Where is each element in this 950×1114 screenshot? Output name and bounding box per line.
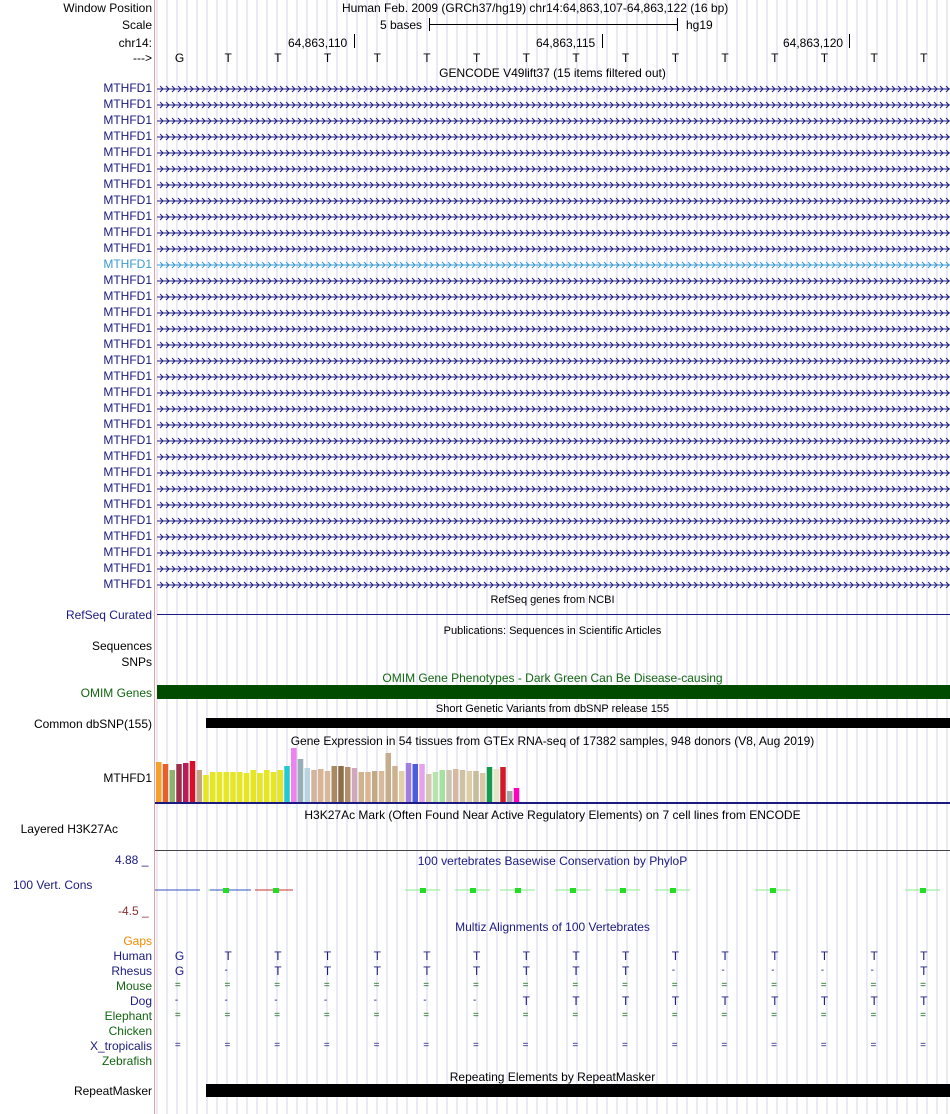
gtex-tissue-bar[interactable] bbox=[264, 770, 270, 802]
base-letter: T bbox=[472, 51, 481, 65]
multiz-base: = bbox=[472, 980, 479, 991]
publications-label-snps[interactable]: SNPs bbox=[121, 655, 152, 669]
multiz-base: = bbox=[622, 1040, 628, 1051]
multiz-base: = bbox=[771, 1040, 777, 1051]
gtex-tissue-bar[interactable] bbox=[446, 770, 452, 802]
base-letter: T bbox=[622, 51, 630, 65]
gencode-gene-line[interactable] bbox=[157, 164, 950, 174]
multiz-base: T bbox=[721, 949, 729, 963]
multiz-base: = bbox=[323, 1010, 330, 1021]
multiz-base: = bbox=[671, 980, 678, 991]
gtex-tissue-bar[interactable] bbox=[176, 764, 182, 802]
multiz-base: = bbox=[622, 980, 628, 991]
multiz-base: = bbox=[522, 1010, 529, 1021]
gencode-gene-label[interactable]: MTHFD1 bbox=[103, 145, 152, 159]
multiz-base: = bbox=[174, 980, 181, 991]
multiz-base: T bbox=[472, 964, 481, 978]
multiz-base: T bbox=[671, 949, 680, 963]
multiz-base: T bbox=[920, 949, 928, 963]
multiz-base: - bbox=[373, 995, 377, 1006]
gencode-gene-line[interactable] bbox=[157, 500, 950, 510]
multiz-base: = bbox=[522, 980, 529, 991]
gtex-tissue-bar[interactable] bbox=[345, 767, 351, 802]
gtex-tissue-bar[interactable] bbox=[406, 763, 412, 802]
phylop-score-mark bbox=[223, 888, 229, 893]
coord-label-3: 64,863,120 bbox=[783, 36, 844, 50]
phylop-score-mark bbox=[920, 888, 926, 893]
gencode-gene-line[interactable] bbox=[157, 548, 950, 558]
gtex-tissue-bar[interactable] bbox=[514, 788, 520, 802]
gencode-gene-label[interactable]: MTHFD1 bbox=[103, 209, 152, 223]
gencode-gene-label[interactable]: MTHFD1 bbox=[103, 449, 152, 463]
gtex-tissue-bar[interactable] bbox=[392, 766, 398, 802]
gtex-tissue-bar[interactable] bbox=[170, 770, 176, 802]
gencode-gene-label[interactable]: MTHFD1 bbox=[103, 81, 152, 95]
base-letter: T bbox=[522, 51, 530, 65]
gtex-tissue-bar[interactable] bbox=[494, 769, 500, 802]
multiz-base: = bbox=[920, 1040, 926, 1051]
multiz-base: = bbox=[820, 1040, 827, 1051]
multiz-species-label[interactable]: X_tropicalis bbox=[89, 1039, 152, 1053]
gtex-track-label[interactable]: MTHFD1 bbox=[103, 771, 152, 785]
gtex-tissue-bar[interactable] bbox=[365, 772, 371, 802]
gtex-baseline bbox=[155, 802, 950, 804]
gencode-gene-line[interactable] bbox=[157, 196, 950, 206]
gtex-tissue-bar[interactable] bbox=[352, 768, 358, 802]
gtex-tissue-bar[interactable] bbox=[291, 748, 297, 802]
scale-bar-right-tick bbox=[677, 18, 678, 31]
chrom-label: chr14: bbox=[118, 36, 152, 50]
phylop-score-mark bbox=[470, 888, 476, 893]
gencode-gene-line[interactable] bbox=[157, 308, 950, 318]
multiz-base: T bbox=[622, 994, 630, 1008]
multiz-base: - bbox=[323, 995, 328, 1006]
gencode-gene-line[interactable] bbox=[157, 580, 950, 590]
gencode-gene-label[interactable]: MTHFD1 bbox=[103, 401, 152, 415]
multiz-base: = bbox=[622, 1010, 628, 1021]
gtex-tissue-bar[interactable] bbox=[163, 764, 169, 802]
gtex-tissue-bar[interactable] bbox=[217, 772, 223, 802]
gtex-tissue-bar[interactable] bbox=[500, 767, 506, 802]
gencode-gene-line[interactable] bbox=[157, 276, 950, 286]
refseq-track-label[interactable]: RefSeq Curated bbox=[65, 608, 152, 622]
gencode-gene-line[interactable] bbox=[157, 260, 950, 270]
gencode-gene-line[interactable] bbox=[157, 212, 950, 222]
multiz-base: = bbox=[870, 1010, 877, 1021]
gtex-tissue-bar[interactable] bbox=[230, 772, 236, 802]
gencode-gene-line[interactable] bbox=[157, 420, 950, 430]
multiz-base: = bbox=[721, 1040, 728, 1051]
coord-label-2: 64,863,115 bbox=[536, 36, 596, 50]
coord-label-1: 64,863,110 bbox=[288, 36, 348, 50]
gencode-gene-line[interactable] bbox=[157, 404, 950, 414]
multiz-base: T bbox=[870, 949, 878, 963]
base-letter: T bbox=[274, 51, 282, 65]
multiz-species-label[interactable]: Dog bbox=[129, 994, 152, 1008]
multiz-base: T bbox=[771, 949, 779, 963]
gtex-tissue-bar[interactable] bbox=[386, 753, 392, 802]
multiz-base: = bbox=[224, 980, 231, 991]
gencode-gene-label[interactable]: MTHFD1 bbox=[103, 97, 152, 111]
strand-label: ---> bbox=[133, 51, 152, 65]
multiz-base: T bbox=[920, 964, 928, 978]
multiz-species-label[interactable]: Elephant bbox=[104, 1009, 152, 1023]
gencode-gene-line[interactable] bbox=[157, 372, 950, 382]
scale-value: 5 bases bbox=[380, 18, 423, 32]
multiz-base: - bbox=[820, 965, 825, 976]
multiz-base: - bbox=[274, 995, 278, 1006]
multiz-base: = bbox=[820, 980, 827, 991]
multiz-species-label[interactable]: Zebrafish bbox=[101, 1054, 152, 1068]
gtex-tissue-bar[interactable] bbox=[284, 766, 290, 802]
gtex-tissue-bar[interactable] bbox=[271, 772, 277, 802]
multiz-base: = bbox=[472, 1010, 479, 1021]
coord-tick-1 bbox=[354, 34, 355, 48]
coord-tick-3 bbox=[849, 34, 850, 48]
multiz-base: - bbox=[472, 995, 477, 1006]
gtex-tissue-bar[interactable] bbox=[244, 773, 250, 802]
dbsnp-variant-bar[interactable] bbox=[206, 718, 950, 728]
multiz-base: = bbox=[820, 1010, 827, 1021]
base-letter: T bbox=[323, 51, 332, 65]
publications-track-title: Publications: Sequences in Scientific Articles bbox=[443, 625, 662, 637]
multiz-base: = bbox=[224, 1010, 231, 1021]
dbsnp-track-label[interactable]: Common dbSNP(155) bbox=[33, 717, 152, 731]
gtex-tissue-bar[interactable] bbox=[278, 770, 284, 802]
multiz-base: = bbox=[572, 1010, 579, 1021]
gencode-gene-line[interactable] bbox=[157, 532, 950, 542]
scale-label: Scale bbox=[121, 18, 152, 32]
multiz-base: = bbox=[671, 1040, 678, 1051]
multiz-base: = bbox=[373, 1040, 380, 1051]
multiz-base: T bbox=[771, 994, 779, 1008]
multiz-base: = bbox=[174, 1040, 181, 1051]
publications-label-sequences[interactable]: Sequences bbox=[91, 639, 152, 653]
multiz-base: T bbox=[622, 964, 630, 978]
gtex-tissue-bar[interactable] bbox=[237, 772, 243, 802]
gencode-gene-label[interactable]: MTHFD1 bbox=[103, 481, 152, 495]
gtex-track-title: Gene Expression in 54 tissues from GTEx RNA-seq of 17382 samples, 948 donors (V8, Aug 2019) bbox=[290, 734, 815, 748]
scale-assembly: hg19 bbox=[686, 18, 713, 32]
gtex-tissue-bar[interactable] bbox=[257, 773, 263, 802]
multiz-base: T bbox=[820, 994, 829, 1008]
h3k27ac-track-label[interactable]: Layered H3K27Ac bbox=[20, 822, 118, 836]
gencode-gene-label[interactable]: MTHFD1 bbox=[103, 113, 152, 127]
base-letter: G bbox=[174, 51, 185, 65]
phylop-score-mark bbox=[420, 888, 426, 893]
multiz-base: = bbox=[224, 1040, 231, 1051]
phylop-signal[interactable] bbox=[155, 880, 950, 902]
gencode-gene-line[interactable] bbox=[157, 292, 950, 302]
scale-bar-left-tick bbox=[429, 18, 430, 31]
gtex-tissue-bar[interactable] bbox=[210, 772, 216, 802]
phylop-score-mark bbox=[273, 888, 279, 893]
base-letter: T bbox=[671, 51, 680, 65]
gencode-gene-line[interactable] bbox=[157, 180, 950, 190]
gtex-tissue-bar[interactable] bbox=[183, 763, 189, 802]
gencode-gene-line[interactable] bbox=[157, 244, 950, 254]
gtex-tissue-bar[interactable] bbox=[190, 761, 196, 802]
gencode-gene-line[interactable] bbox=[157, 356, 950, 366]
gencode-gene-label[interactable]: MTHFD1 bbox=[103, 465, 152, 479]
gtex-tissue-bar[interactable] bbox=[318, 769, 324, 802]
multiz-species-label[interactable]: Rhesus bbox=[111, 964, 152, 978]
multiz-base: G bbox=[174, 949, 185, 963]
h3k27ac-track-title: H3K27Ac Mark (Often Found Near Active Regulatory Elements) on 7 cell lines from ENCODE bbox=[304, 808, 801, 822]
multiz-base: = bbox=[870, 980, 877, 991]
gencode-gene-line[interactable] bbox=[157, 468, 950, 478]
gencode-gene-label[interactable]: MTHFD1 bbox=[103, 561, 152, 575]
base-letter: T bbox=[820, 51, 829, 65]
base-letter: T bbox=[423, 51, 431, 65]
gencode-gene-line[interactable] bbox=[157, 100, 950, 110]
gencode-gene-label[interactable]: MTHFD1 bbox=[103, 545, 152, 559]
gencode-gene-line[interactable] bbox=[157, 516, 950, 526]
gtex-tissue-bar[interactable] bbox=[338, 766, 344, 802]
gtex-tissue-bar[interactable] bbox=[372, 771, 378, 802]
multiz-base: = bbox=[274, 1040, 281, 1051]
multiz-base: - bbox=[870, 965, 874, 976]
multiz-base: = bbox=[323, 1040, 330, 1051]
base-letter: T bbox=[224, 51, 232, 65]
multiz-base: - bbox=[423, 995, 427, 1006]
multiz-base: T bbox=[721, 994, 729, 1008]
multiz-base: G bbox=[174, 964, 185, 978]
repeatmasker-track-title: Repeating Elements by RepeatMasker bbox=[449, 1070, 656, 1084]
phylop-score-mark bbox=[620, 888, 626, 893]
multiz-base: T bbox=[522, 949, 530, 963]
multiz-base: - bbox=[721, 965, 725, 976]
multiz-base: T bbox=[522, 964, 530, 978]
multiz-base: T bbox=[472, 949, 481, 963]
multiz-base: = bbox=[721, 980, 728, 991]
multiz-base: T bbox=[423, 964, 431, 978]
gtex-tissue-bar[interactable] bbox=[203, 775, 209, 802]
phylop-score-mark bbox=[570, 888, 576, 893]
gencode-gene-label[interactable]: MTHFD1 bbox=[103, 385, 152, 399]
multiz-base: T bbox=[572, 949, 580, 963]
gencode-gene-label[interactable]: MTHFD1 bbox=[103, 417, 152, 431]
refseq-track-title: RefSeq genes from NCBI bbox=[490, 594, 615, 606]
gencode-gene-label[interactable]: MTHFD1 bbox=[103, 161, 152, 175]
multiz-base: T bbox=[423, 949, 431, 963]
multiz-base: = bbox=[671, 1010, 678, 1021]
phylop-score-mark bbox=[515, 888, 521, 893]
gtex-tissue-bar[interactable] bbox=[332, 766, 338, 802]
gencode-gene-label[interactable]: MTHFD1 bbox=[103, 497, 152, 511]
multiz-base: = bbox=[274, 980, 281, 991]
phylop-min-label: -4.5 _ bbox=[118, 904, 149, 918]
gtex-tissue-bar[interactable] bbox=[305, 768, 311, 802]
multiz-base: - bbox=[224, 965, 228, 976]
gencode-gene-label[interactable]: MTHFD1 bbox=[103, 513, 152, 527]
multiz-base: = bbox=[423, 980, 430, 991]
multiz-base: T bbox=[224, 949, 232, 963]
multiz-species-label[interactable]: Chicken bbox=[108, 1024, 152, 1038]
gencode-gene-label[interactable]: MTHFD1 bbox=[103, 177, 152, 191]
multiz-base: = bbox=[373, 980, 380, 991]
gencode-gene-label[interactable]: MTHFD1 bbox=[103, 433, 152, 447]
phylop-score-mark bbox=[670, 888, 676, 893]
multiz-base: = bbox=[771, 1010, 777, 1021]
multiz-base: = bbox=[472, 1040, 479, 1051]
window-position-label: Window Position bbox=[63, 1, 152, 15]
gencode-gene-label[interactable]: MTHFD1 bbox=[103, 289, 152, 303]
multiz-base: - bbox=[174, 995, 179, 1006]
phylop-track-label[interactable]: 100 Vert. Cons bbox=[13, 878, 93, 892]
gencode-gene-line[interactable] bbox=[157, 388, 950, 398]
multiz-base: - bbox=[771, 965, 775, 976]
multiz-base: T bbox=[820, 949, 829, 963]
h3k27ac-baseline bbox=[155, 850, 950, 851]
gtex-tissue-bar[interactable] bbox=[433, 772, 439, 802]
gtex-tissue-bar[interactable] bbox=[487, 767, 493, 802]
gencode-gene-label[interactable]: MTHFD1 bbox=[103, 225, 152, 239]
multiz-base: T bbox=[522, 994, 530, 1008]
scale-bar bbox=[429, 24, 677, 25]
gtex-tissue-bar[interactable] bbox=[298, 759, 304, 802]
gencode-gene-line[interactable] bbox=[157, 564, 950, 574]
gencode-gene-label[interactable]: MTHFD1 bbox=[103, 273, 152, 287]
gencode-gene-label[interactable]: MTHFD1 bbox=[103, 369, 152, 383]
base-letter: T bbox=[870, 51, 878, 65]
gencode-gene-label[interactable]: MTHFD1 bbox=[103, 305, 152, 319]
multiz-base: = bbox=[572, 1040, 579, 1051]
multiz-species-label[interactable]: Mouse bbox=[115, 979, 152, 993]
gencode-track-title: GENCODE V49lift37 (15 items filtered out) bbox=[439, 66, 666, 80]
multiz-base: T bbox=[373, 964, 381, 978]
multiz-base: T bbox=[323, 949, 332, 963]
multiz-base: = bbox=[721, 1010, 728, 1021]
gtex-tissue-bar[interactable] bbox=[440, 770, 446, 802]
gtex-tissue-bar[interactable] bbox=[156, 762, 162, 802]
gtex-tissue-bar[interactable] bbox=[453, 769, 459, 802]
gencode-gene-label[interactable]: MTHFD1 bbox=[103, 241, 152, 255]
multiz-base: = bbox=[423, 1010, 430, 1021]
gencode-gene-label[interactable]: MTHFD1 bbox=[103, 129, 152, 143]
base-letter: T bbox=[771, 51, 779, 65]
multiz-base: T bbox=[920, 994, 928, 1008]
phylop-score-mark bbox=[770, 888, 776, 893]
gtex-tissue-bar[interactable] bbox=[325, 771, 331, 802]
gencode-gene-line[interactable] bbox=[157, 452, 950, 462]
gtex-tissue-bar[interactable] bbox=[460, 770, 466, 802]
multiz-base: = bbox=[323, 980, 330, 991]
dbsnp-track-title: Short Genetic Variants from dbSNP release 155 bbox=[435, 703, 670, 715]
gencode-gene-label[interactable]: MTHFD1 bbox=[103, 193, 152, 207]
omim-gene-bar[interactable] bbox=[157, 685, 950, 699]
multiz-base: T bbox=[323, 964, 332, 978]
gtex-tissue-bar[interactable] bbox=[197, 770, 203, 802]
gtex-tissue-bar[interactable] bbox=[359, 772, 365, 802]
phylop-track-title: 100 vertebrates Basewise Conservation by PhyloP bbox=[417, 854, 688, 868]
gtex-tissue-bar[interactable] bbox=[224, 772, 230, 802]
multiz-base: = bbox=[920, 980, 926, 991]
gencode-gene-line[interactable] bbox=[157, 228, 950, 238]
multiz-base: = bbox=[870, 1040, 877, 1051]
multiz-track-title: Multiz Alignments of 100 Vertebrates bbox=[455, 920, 650, 934]
gtex-bar-chart[interactable] bbox=[155, 748, 555, 802]
gtex-tissue-bar[interactable] bbox=[379, 771, 385, 802]
gtex-tissue-bar[interactable] bbox=[251, 770, 257, 802]
gtex-tissue-bar[interactable] bbox=[399, 771, 405, 802]
multiz-base: T bbox=[572, 994, 580, 1008]
gencode-gene-label[interactable]: MTHFD1 bbox=[103, 321, 152, 335]
multiz-gaps-label[interactable]: Gaps bbox=[123, 934, 152, 948]
base-letter: T bbox=[572, 51, 580, 65]
multiz-base: T bbox=[870, 994, 878, 1008]
multiz-base: T bbox=[274, 964, 282, 978]
multiz-base: T bbox=[572, 964, 580, 978]
multiz-base: - bbox=[671, 965, 676, 976]
gencode-gene-label[interactable]: MTHFD1 bbox=[103, 529, 152, 543]
multiz-base: = bbox=[373, 1010, 380, 1021]
repeatmasker-element-bar[interactable] bbox=[206, 1084, 950, 1097]
base-letter: T bbox=[920, 51, 928, 65]
gtex-tissue-bar[interactable] bbox=[507, 791, 513, 802]
omim-track-label[interactable]: OMIM Genes bbox=[80, 686, 152, 700]
multiz-base: T bbox=[373, 949, 381, 963]
base-letter: T bbox=[721, 51, 729, 65]
phylop-max-label: 4.88 _ bbox=[115, 853, 149, 867]
multiz-base: = bbox=[423, 1040, 430, 1051]
left-border-line bbox=[154, 0, 155, 1114]
multiz-base: = bbox=[771, 980, 777, 991]
multiz-base: = bbox=[274, 1010, 281, 1021]
gtex-tissue-bar[interactable] bbox=[426, 774, 432, 802]
gencode-gene-label[interactable]: MTHFD1 bbox=[103, 337, 152, 351]
coord-tick-2 bbox=[602, 34, 603, 48]
gencode-gene-label[interactable]: MTHFD1 bbox=[103, 257, 152, 271]
gtex-tissue-bar[interactable] bbox=[480, 773, 486, 802]
gencode-gene-label[interactable]: MTHFD1 bbox=[103, 353, 152, 367]
repeatmasker-track-label[interactable]: RepeatMasker bbox=[73, 1084, 152, 1098]
gtex-tissue-bar[interactable] bbox=[473, 771, 479, 802]
omim-track-title: OMIM Gene Phenotypes - Dark Green Can Be Disease-causing bbox=[382, 671, 723, 685]
gtex-tissue-bar[interactable] bbox=[419, 764, 425, 802]
window-position-value: Human Feb. 2009 (GRCh37/hg19) chr14:64,863,107-64,863,122 (16 bp) bbox=[342, 1, 729, 15]
gencode-gene-line[interactable] bbox=[157, 116, 950, 126]
gtex-tissue-bar[interactable] bbox=[413, 764, 419, 802]
multiz-species-label[interactable]: Human bbox=[113, 949, 152, 963]
gencode-gene-line[interactable] bbox=[157, 132, 950, 142]
gencode-gene-line[interactable] bbox=[157, 324, 950, 334]
gtex-tissue-bar[interactable] bbox=[467, 771, 473, 802]
refseq-gene-line[interactable] bbox=[157, 614, 950, 615]
multiz-base: = bbox=[522, 1040, 529, 1051]
gtex-tissue-bar[interactable] bbox=[311, 770, 317, 802]
multiz-base: = bbox=[174, 1010, 181, 1021]
multiz-base: = bbox=[920, 1010, 926, 1021]
gencode-gene-label[interactable]: MTHFD1 bbox=[103, 577, 152, 591]
gencode-gene-line[interactable] bbox=[157, 436, 950, 446]
multiz-base: T bbox=[274, 949, 282, 963]
multiz-base: = bbox=[572, 980, 579, 991]
gencode-gene-line[interactable] bbox=[157, 84, 950, 94]
multiz-base: - bbox=[224, 995, 228, 1006]
multiz-base: T bbox=[622, 949, 630, 963]
multiz-base: T bbox=[671, 994, 680, 1008]
base-letter: T bbox=[373, 51, 381, 65]
gencode-gene-line[interactable] bbox=[157, 148, 950, 158]
gencode-gene-line[interactable] bbox=[157, 484, 950, 494]
gencode-gene-line[interactable] bbox=[157, 340, 950, 350]
